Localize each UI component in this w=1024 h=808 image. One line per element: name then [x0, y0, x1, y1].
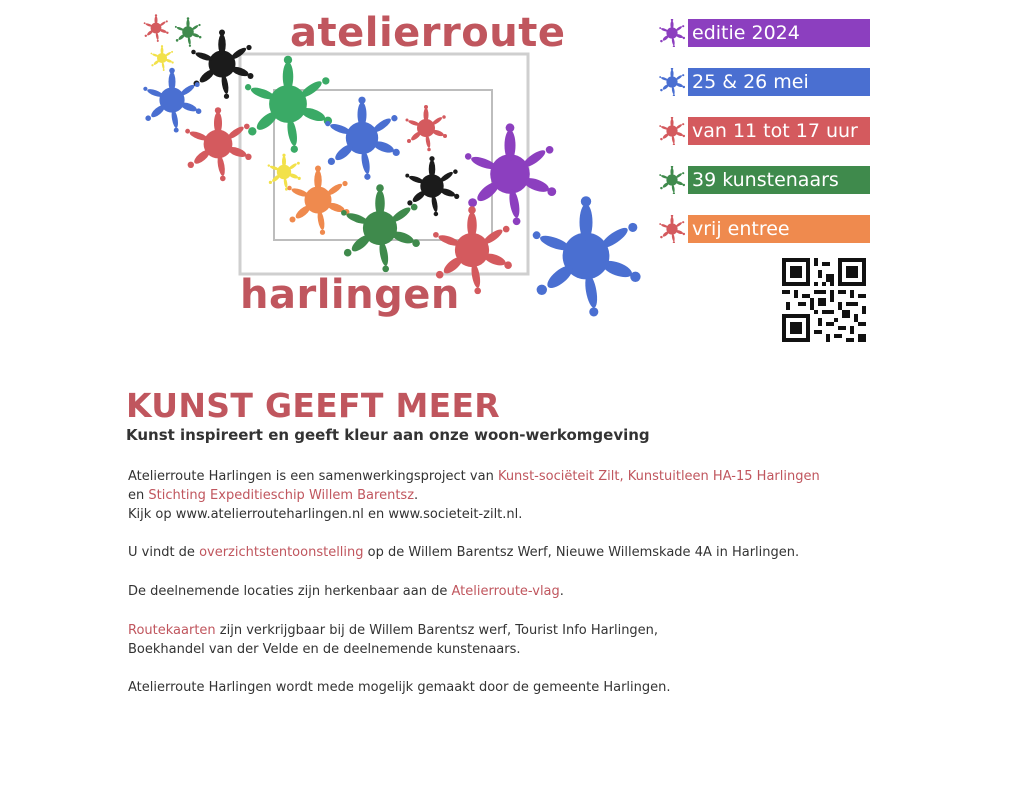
splat-green-icon — [658, 166, 686, 194]
splat-blue-center — [325, 97, 400, 180]
splat-red2-icon — [658, 215, 686, 243]
splat-purple — [465, 123, 556, 225]
paragraph-maps-line1 — [128, 621, 658, 640]
qr-code[interactable] — [780, 258, 868, 342]
splat-green-bottom — [341, 184, 420, 272]
paragraph-partners-line2 — [128, 486, 418, 505]
info-bar-hours: van 11 tot 17 uur — [688, 117, 870, 145]
splat-purple-icon — [658, 19, 686, 47]
splat-red-left — [185, 107, 251, 181]
paragraph-websites: Kijk op www.atelierrouteharlingen.nl en www.societeit-zilt.nl. — [128, 507, 523, 522]
paragraph-partners-line1 — [128, 467, 820, 486]
partners-period: . — [414, 488, 419, 503]
flag-highlight: Atelierroute-vlag — [451, 584, 560, 599]
logo-title-bottom: harlingen — [240, 272, 460, 318]
splat-yellow-center — [268, 154, 301, 191]
info-bar-dates: 25 & 26 mei — [688, 68, 870, 96]
exhibition-intro: U vindt de — [128, 545, 200, 560]
partners-intro: Atelierroute Harlingen is een samenwerkingsproject van — [128, 469, 498, 484]
paragraph-maps-line2: Boekhandel van der Velde en de deelnemende kunstenaars. — [128, 642, 521, 657]
splat-blue-icon — [658, 68, 686, 96]
splat-black — [191, 30, 253, 99]
splat-yellow-small — [151, 45, 174, 71]
logo-title-top: atelierroute — [290, 10, 566, 56]
paragraph-exhibition — [128, 543, 799, 562]
paragraph-flag — [128, 582, 564, 601]
paragraph-sponsor: Atelierroute Harlingen wordt mede mogelijk gemaakt door de gemeente Harlingen. — [128, 680, 671, 695]
splat-red-icon — [658, 117, 686, 145]
headline: KUNST GEEFT MEER — [126, 386, 501, 425]
splat-blue-left — [143, 68, 201, 133]
partners-and: en — [128, 488, 149, 503]
info-bar-artists: 39 kunstenaars — [688, 166, 870, 194]
splat-red-small — [144, 14, 169, 42]
subheadline: Kunst inspireert en geeft kleur aan onze woon-werkomgeving — [126, 426, 650, 444]
info-bar-edition: editie 2024 — [688, 19, 870, 47]
flag-period: . — [559, 584, 564, 599]
flag-intro: De deelnemende locaties zijn herkenbaar aan de — [128, 584, 452, 599]
partners-highlight-2: Stichting Expeditieschip Willem Barentsz — [148, 488, 415, 503]
splat-green-small — [175, 17, 202, 47]
maps-text: zijn verkrijgbaar bij de Willem Barentsz werf, Tourist Info Harlingen, — [215, 623, 659, 638]
maps-highlight: Routekaarten — [128, 623, 216, 638]
exhibition-highlight: overzichtstentoonstelling — [199, 545, 364, 560]
info-bar-entry: vrij entree — [688, 215, 870, 243]
splat-red-center-small — [406, 105, 448, 151]
splat-green-large — [245, 56, 332, 153]
splat-blue-right — [533, 196, 641, 316]
partners-highlight-1: Kunst-sociëteit Zilt, Kunstuitleen HA-15 Harlingen — [497, 469, 820, 484]
exhibition-location: op de Willem Barentsz Werf, Nieuwe Willemskade 4A in Harlingen. — [363, 545, 800, 560]
